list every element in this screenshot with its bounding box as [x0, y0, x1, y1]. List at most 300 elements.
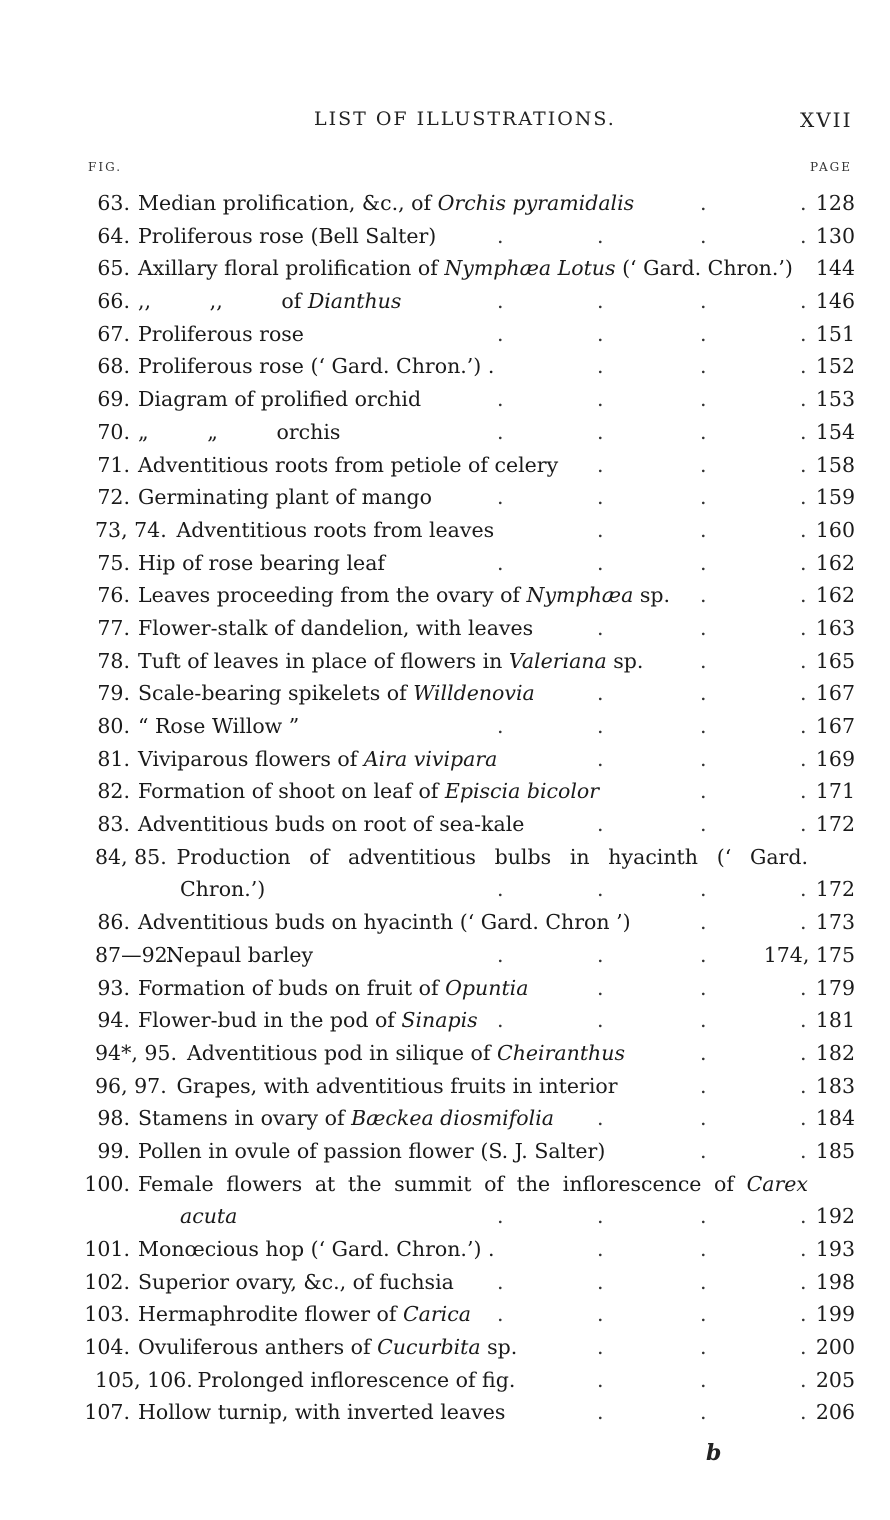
list-item: [0, 514, 890, 547]
caption-suffix: (‘ Gard. Chron.’): [615, 256, 793, 281]
caption-species: Bæckea diosmifolia: [351, 1106, 554, 1131]
caption-continuation: acuta: [180, 1204, 238, 1229]
leader-dot: .: [597, 485, 604, 510]
caption-text: Prolonged inflorescence of fig.: [197, 1367, 516, 1392]
leader-dot: .: [597, 387, 604, 412]
page-number: 153: [815, 387, 855, 412]
figure-caption: [138, 220, 436, 253]
leader-dot: .: [700, 354, 707, 379]
figure-number: 78.: [97, 648, 130, 673]
leader-dot: .: [597, 321, 604, 346]
figure-caption: [177, 841, 809, 874]
signature-mark: b: [706, 1440, 722, 1466]
leader-dot: .: [597, 714, 604, 738]
caption-species: Nymphæa Lotus: [444, 256, 616, 281]
leader-dot: .: [597, 1204, 604, 1229]
figure-caption: [138, 775, 599, 808]
page-number: 174, 175: [763, 942, 855, 967]
figure-caption: [138, 1331, 517, 1364]
figure-caption: [138, 612, 533, 645]
leader-dot: .: [800, 1237, 807, 1262]
leader-dot: .: [700, 1008, 707, 1033]
leader-dot: .: [800, 1269, 807, 1294]
figure-number: 87—92.: [95, 942, 175, 967]
figure-number: 63.: [97, 191, 130, 215]
caption-text: Proliferous rose (Bell Salter): [138, 223, 437, 248]
list-item: [0, 1364, 890, 1397]
leader-dot: .: [800, 1302, 807, 1327]
leader-dot: .: [497, 223, 504, 248]
list-item: [0, 1331, 890, 1364]
list-item: [0, 841, 890, 906]
figure-number: 86.: [97, 910, 130, 935]
leader-dot: .: [700, 681, 707, 706]
caption-text: Hermaphrodite flower of: [138, 1302, 403, 1327]
leader-dot: .: [800, 1335, 807, 1360]
leader-dot: .: [800, 910, 807, 935]
figure-number: 81.: [97, 746, 130, 771]
figure-number: 100.: [84, 1171, 130, 1196]
page-number: 185: [815, 1138, 855, 1163]
caption-suffix: sp.: [606, 648, 644, 673]
leader-dot: .: [800, 485, 807, 510]
leader-dot: .: [700, 321, 707, 346]
caption-species: Cheiranthus: [497, 1040, 625, 1065]
leader-dot: .: [597, 877, 604, 902]
leader-dot: .: [800, 321, 807, 346]
page-number: 193: [815, 1237, 855, 1262]
figure-caption: [138, 1168, 808, 1201]
list-item: [0, 1168, 890, 1233]
caption-text: Female flowers at the summit of the inflorescence of: [138, 1171, 747, 1196]
page-number: 199: [815, 1302, 855, 1327]
page-number: 158: [815, 452, 855, 477]
leader-dot: .: [700, 648, 707, 673]
leader-dot: .: [800, 517, 807, 542]
caption-text: Formation of shoot on leaf of: [138, 779, 445, 804]
leader-dot: .: [800, 714, 807, 738]
caption-text: Proliferous rose: [138, 321, 304, 346]
list-item: [0, 318, 890, 351]
figure-caption: [138, 677, 535, 710]
leader-dot: .: [597, 812, 604, 837]
caption-text: Grapes, with adventitious fruits in interior: [176, 1073, 618, 1098]
leader-dot: .: [700, 615, 707, 640]
list-item: [0, 416, 890, 449]
leader-dot: .: [700, 1204, 707, 1229]
caption-suffix: sp.: [633, 583, 670, 608]
figure-number: 65.: [97, 256, 130, 281]
page-column-label: PAGE: [810, 160, 852, 174]
figure-number: 68.: [97, 354, 130, 379]
caption-species: Carex: [746, 1171, 808, 1196]
figure-number: 98.: [97, 1106, 130, 1131]
figure-number: 69.: [97, 387, 130, 412]
caption-text: Pollen in ovule of passion flower (S. J. Salter): [138, 1138, 606, 1163]
list-item: [0, 187, 890, 220]
list-item: [0, 1233, 890, 1266]
caption-text: Flower-stalk of dandelion, with leaves: [138, 615, 534, 640]
list-item: [0, 1004, 890, 1037]
leader-dot: .: [800, 387, 807, 412]
leader-dot: .: [800, 975, 807, 1000]
page-number: 184: [815, 1106, 855, 1131]
list-item: [0, 612, 890, 645]
running-head: [0, 108, 890, 138]
list-item: [0, 350, 890, 383]
page-number: 162: [815, 583, 855, 608]
caption-text: Axillary floral prolification of: [138, 256, 445, 281]
list-item: [0, 645, 890, 678]
caption-text: Superior ovary, &c., of fuchsia: [138, 1269, 454, 1294]
list-item: [0, 449, 890, 482]
caption-text: Tuft of leaves in place of flowers in: [138, 648, 509, 673]
page-title: LIST OF ILLUSTRATIONS.: [314, 108, 616, 130]
figure-caption: [138, 906, 631, 939]
page-folio: XVII: [800, 108, 853, 132]
figure-number: 70.: [97, 419, 130, 444]
caption-text: „ „ orchis: [138, 419, 341, 444]
leader-dot: .: [497, 942, 504, 967]
caption-text: Ovuliferous anthers of: [138, 1335, 378, 1360]
list-item: [0, 808, 890, 841]
caption-continuation: Chron.’): [180, 877, 266, 902]
leader-dot: .: [700, 289, 707, 314]
figure-caption: [138, 449, 558, 482]
caption-species: Willdenovia: [413, 681, 535, 706]
caption-text: Production of adventitious bulbs in hyacinth (‘ Gard.: [176, 844, 808, 869]
column-labels: [0, 160, 890, 182]
caption-species: Carica: [402, 1302, 471, 1327]
leader-dot: .: [700, 191, 707, 215]
figure-caption: [138, 318, 304, 351]
caption-text: Stamens in ovary of: [138, 1106, 352, 1131]
figure-caption: [138, 416, 340, 449]
page-number: 172: [815, 812, 855, 837]
caption-text: Adventitious buds on root of sea-kale: [138, 812, 525, 837]
leader-dot: .: [700, 1335, 707, 1360]
illustrations-list: [0, 187, 890, 1429]
list-item: [0, 710, 890, 743]
page-number: 206: [815, 1400, 855, 1425]
figure-caption: [138, 743, 497, 776]
caption-text: Hip of rose bearing leaf: [138, 550, 386, 575]
figure-caption: [138, 1233, 495, 1266]
caption-text: Flower-bud in the pod of: [138, 1008, 402, 1033]
leader-dot: .: [700, 1106, 707, 1131]
caption-text: Germinating plant of mango: [138, 485, 432, 510]
figure-caption: [138, 579, 670, 612]
figure-number: 71.: [97, 452, 130, 477]
figure-number: 101.: [84, 1237, 130, 1262]
leader-dot: .: [700, 1237, 707, 1262]
figure-number: 73, 74.: [95, 517, 167, 542]
page-number: 200: [815, 1335, 855, 1360]
figure-caption: [138, 383, 421, 416]
caption-species: Episcia bicolor: [444, 779, 600, 804]
caption-species: Valeriana: [508, 648, 607, 673]
caption-text: Proliferous rose (‘ Gard. Chron.’) .: [138, 354, 495, 379]
leader-dot: .: [597, 1302, 604, 1327]
page-number: 183: [815, 1073, 855, 1098]
leader-dot: .: [800, 1204, 807, 1229]
list-item: [0, 743, 890, 776]
list-item: [0, 677, 890, 710]
leader-dot: .: [700, 942, 707, 967]
figure-number: 64.: [97, 223, 130, 248]
caption-text: Adventitious pod in silique of: [187, 1040, 498, 1065]
page-number: 169: [815, 746, 855, 771]
list-item: [0, 906, 890, 939]
page-number: 167: [815, 714, 855, 738]
page-number: 152: [815, 354, 855, 379]
list-item: [0, 220, 890, 253]
figure-caption: [138, 1266, 454, 1299]
list-item: [0, 1266, 890, 1299]
figure-number: 84, 85.: [95, 844, 167, 869]
caption-text: Adventitious buds on hyacinth (‘ Gard. Chron ’): [138, 910, 631, 935]
figure-caption: [187, 1037, 625, 1070]
caption-text: Nepaul barley: [166, 942, 314, 967]
page-number: 151: [815, 321, 855, 346]
caption-text: Formation of buds on fruit of: [138, 975, 446, 1000]
figure-caption: [138, 252, 793, 285]
leader-dot: .: [800, 648, 807, 673]
leader-dot: .: [700, 975, 707, 1000]
figure-caption: [138, 187, 634, 220]
fig-column-label: FIG.: [88, 160, 123, 174]
leader-dot: .: [597, 1106, 604, 1131]
page-number: 165: [815, 648, 855, 673]
figure-number: 102.: [84, 1269, 130, 1294]
leader-dot: .: [800, 1138, 807, 1163]
caption-species: Orchis pyramidalis: [437, 191, 635, 215]
leader-dot: .: [800, 1106, 807, 1131]
leader-dot: .: [800, 550, 807, 575]
figure-number: 93.: [97, 975, 130, 1000]
caption-species: Cucurbita: [377, 1335, 481, 1360]
list-item: [0, 481, 890, 514]
caption-text: ,, ,, of: [138, 289, 308, 314]
leader-dot: .: [800, 877, 807, 902]
leader-dot: .: [800, 1073, 807, 1098]
list-item: [0, 579, 890, 612]
leader-dot: .: [800, 1400, 807, 1425]
figure-number: 67.: [97, 321, 130, 346]
caption-species: Opuntia: [445, 975, 529, 1000]
list-item: [0, 1070, 890, 1103]
leader-dot: .: [700, 223, 707, 248]
leader-dot: .: [700, 1400, 707, 1425]
list-item: [0, 939, 890, 972]
caption-text: Scale-bearing spikelets of: [138, 681, 414, 706]
figure-caption: [138, 645, 643, 678]
leader-dot: .: [597, 975, 604, 1000]
list-item: [0, 1396, 890, 1429]
list-item: [0, 252, 890, 285]
page-number: 205: [815, 1367, 855, 1392]
leader-dot: .: [497, 1269, 504, 1294]
figure-number: 103.: [84, 1302, 130, 1327]
caption-species: Dianthus: [307, 289, 402, 314]
page-number: 146: [815, 289, 855, 314]
figure-number: 104.: [84, 1335, 130, 1360]
figure-caption: [166, 939, 313, 972]
leader-dot: .: [800, 615, 807, 640]
leader-dot: .: [597, 452, 604, 477]
figure-caption: [138, 547, 385, 580]
figure-number: 77.: [97, 615, 130, 640]
leader-dot: .: [800, 1040, 807, 1065]
leader-dot: .: [597, 419, 604, 444]
leader-dot: .: [800, 223, 807, 248]
page-number: 171: [815, 779, 855, 804]
leader-dot: .: [597, 223, 604, 248]
figure-number: 105, 106.: [95, 1367, 193, 1392]
figure-number: 79.: [97, 681, 130, 706]
leader-dot: .: [597, 746, 604, 771]
caption-species: Sinapis: [401, 1008, 478, 1033]
caption-species: Nymphæa: [526, 583, 634, 608]
figure-number: 107.: [84, 1400, 130, 1425]
figure-number: 82.: [97, 779, 130, 804]
leader-dot: .: [700, 910, 707, 935]
figure-number: 80.: [97, 714, 130, 738]
leader-dot: .: [597, 1400, 604, 1425]
figure-number: 83.: [97, 812, 130, 837]
leader-dot: .: [497, 1204, 504, 1229]
leader-dot: .: [800, 289, 807, 314]
figure-caption: [177, 1070, 618, 1103]
leader-dot: .: [800, 746, 807, 771]
page-number: 173: [815, 910, 855, 935]
leader-dot: .: [700, 452, 707, 477]
figure-number: 94.: [97, 1008, 130, 1033]
leader-dot: .: [800, 419, 807, 444]
caption-text: Median prolification, &c., of: [138, 191, 438, 215]
page-number: 159: [815, 485, 855, 510]
caption-text: Adventitious roots from leaves: [176, 517, 495, 542]
figure-caption: [138, 350, 494, 383]
leader-dot: .: [700, 1302, 707, 1327]
figure-number: 99.: [97, 1138, 130, 1163]
figure-caption: [138, 972, 528, 1005]
list-item: [0, 547, 890, 580]
leader-dot: .: [800, 1367, 807, 1392]
figure-caption: [138, 481, 432, 514]
figure-caption: [138, 1396, 505, 1429]
page-number: 163: [815, 615, 855, 640]
leader-dot: .: [597, 615, 604, 640]
caption-text: Monœcious hop (‘ Gard. Chron.’) .: [138, 1237, 495, 1262]
page-number: 181: [815, 1008, 855, 1033]
caption-text: Diagram of prolified orchid: [138, 387, 422, 412]
caption-text: Viviparous flowers of: [138, 746, 364, 771]
leader-dot: .: [800, 583, 807, 608]
leader-dot: .: [700, 1367, 707, 1392]
page-number: 144: [815, 256, 855, 281]
figure-number: 76.: [97, 583, 130, 608]
leader-dot: .: [497, 419, 504, 444]
figure-number: 75.: [97, 550, 130, 575]
page-number: 162: [815, 550, 855, 575]
list-item: [0, 383, 890, 416]
leader-dot: .: [597, 1269, 604, 1294]
list-item: [0, 1037, 890, 1070]
page-number: 192: [815, 1204, 855, 1229]
page-number: 179: [815, 975, 855, 1000]
page-number: 182: [815, 1040, 855, 1065]
leader-dot: .: [597, 1367, 604, 1392]
figure-number: 96, 97.: [95, 1073, 167, 1098]
leader-dot: .: [700, 387, 707, 412]
figure-caption: [138, 1135, 605, 1168]
page-number: 167: [815, 681, 855, 706]
page-number: 130: [815, 223, 855, 248]
leader-dot: .: [597, 1335, 604, 1360]
list-item: [0, 1298, 890, 1331]
figure-caption: [198, 1364, 516, 1397]
leader-dot: .: [700, 1269, 707, 1294]
leader-dot: .: [700, 517, 707, 542]
leader-dot: .: [497, 877, 504, 902]
caption-text: Leaves proceeding from the ovary of: [138, 583, 527, 608]
list-item: [0, 1102, 890, 1135]
leader-dot: .: [700, 746, 707, 771]
leader-dot: .: [597, 681, 604, 706]
leader-dot: .: [800, 191, 807, 215]
figure-caption: [138, 1102, 554, 1135]
figure-caption: [138, 1004, 478, 1037]
leader-dot: .: [700, 779, 707, 804]
leader-dot: .: [800, 779, 807, 804]
leader-dot: .: [800, 1008, 807, 1033]
page-number: 128: [815, 191, 855, 215]
page-number: 154: [815, 419, 855, 444]
leader-dot: .: [800, 812, 807, 837]
page-number: 198: [815, 1269, 855, 1294]
leader-dot: .: [597, 1237, 604, 1262]
leader-dot: .: [700, 877, 707, 902]
figure-number: 72.: [97, 485, 130, 510]
figure-number: 94*, 95.: [95, 1040, 177, 1065]
leader-dot: .: [497, 321, 504, 346]
leader-dot: .: [700, 1138, 707, 1163]
leader-dot: .: [497, 1302, 504, 1327]
list-item: [0, 1135, 890, 1168]
leader-dot: .: [497, 714, 504, 738]
figure-number: 66.: [97, 289, 130, 314]
caption-suffix: sp.: [480, 1335, 518, 1360]
figure-caption: [138, 808, 524, 841]
leader-dot: .: [497, 550, 504, 575]
leader-dot: .: [700, 1040, 707, 1065]
figure-caption: [138, 710, 299, 743]
leader-dot: .: [497, 485, 504, 510]
leader-dot: .: [800, 452, 807, 477]
leader-dot: .: [597, 942, 604, 967]
figure-caption: [177, 514, 495, 547]
leader-dot: .: [597, 1008, 604, 1033]
caption-text: “ Rose Willow ”: [138, 714, 300, 738]
page-number: 160: [815, 517, 855, 542]
figure-caption: [138, 1298, 471, 1331]
leader-dot: .: [700, 419, 707, 444]
leader-dot: .: [700, 812, 707, 837]
figure-caption: [138, 285, 401, 318]
leader-dot: .: [597, 354, 604, 379]
leader-dot: .: [700, 714, 707, 738]
